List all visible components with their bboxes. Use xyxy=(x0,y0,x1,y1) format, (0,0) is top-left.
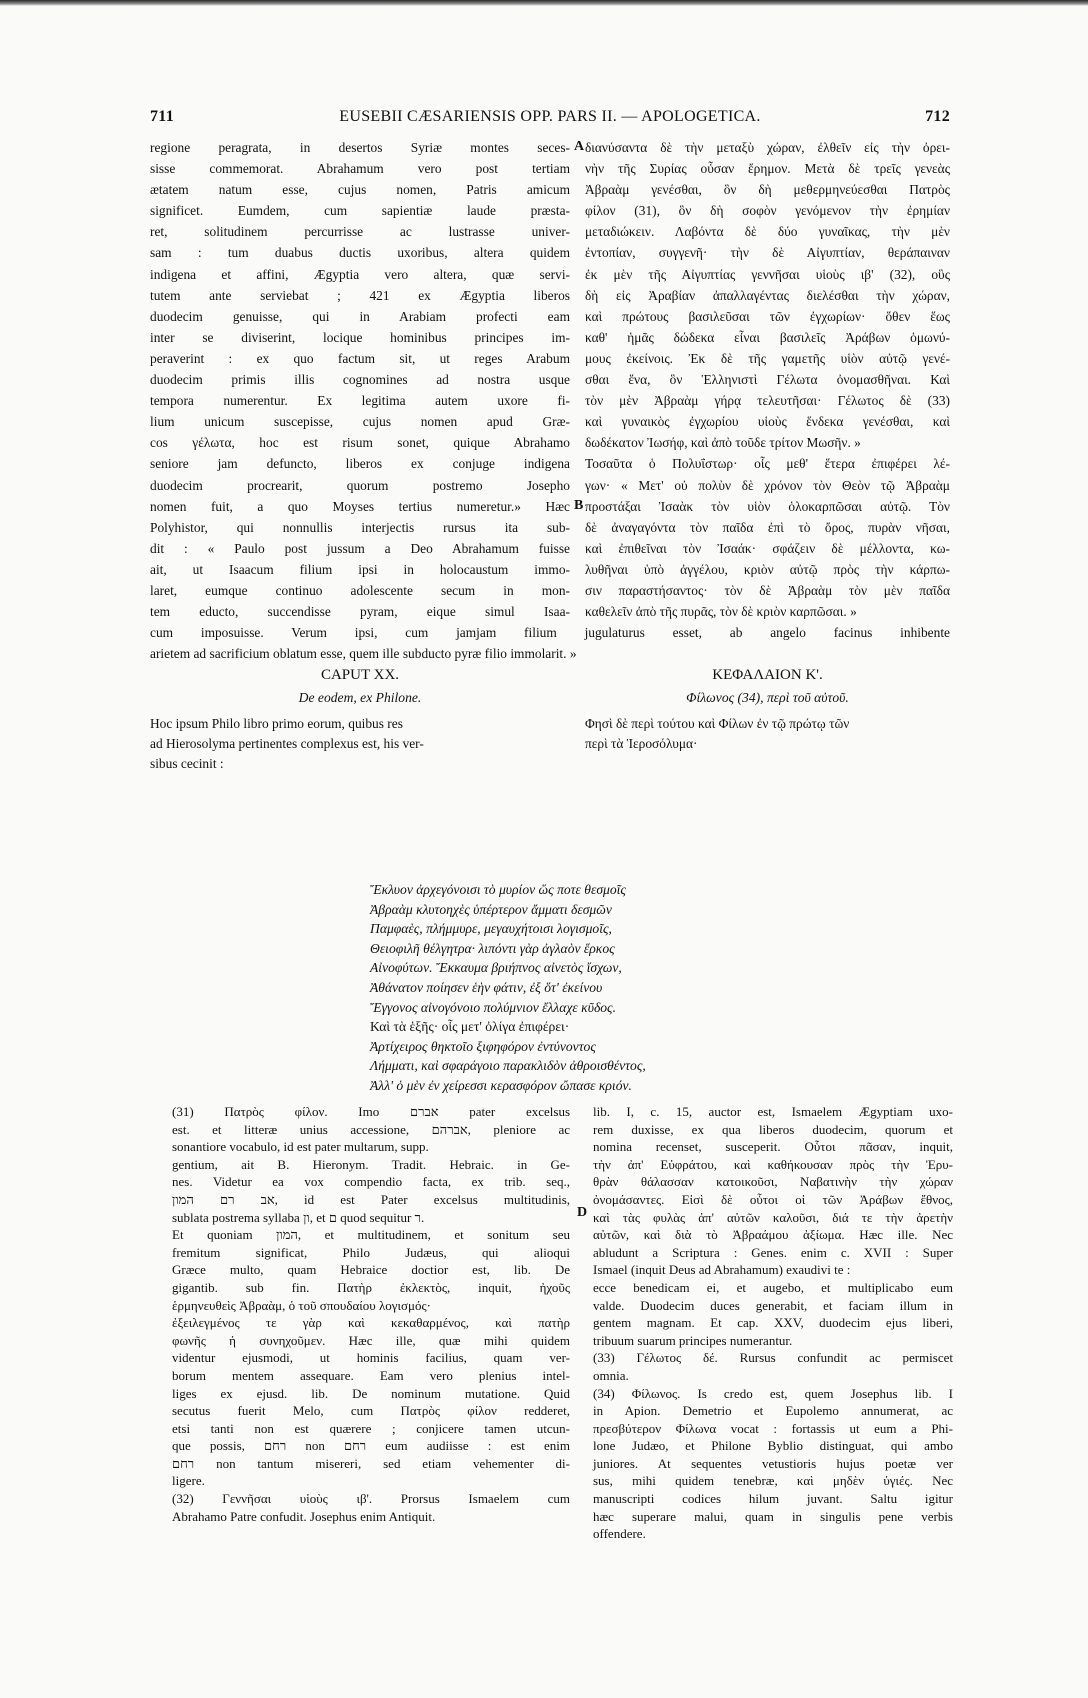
latin-text-line: peraverint : ex quo factum sit, ut reges Arabum xyxy=(150,350,570,366)
latin-spanning-text xyxy=(150,622,950,664)
intro-line: Hoc ipsum Philo libro primo eorum, quibus res xyxy=(150,716,403,731)
latin-text-line: laret, eumque continuo adolescente secum in mon- xyxy=(150,582,570,598)
column-marker-d: D xyxy=(577,1205,588,1220)
footnote-line: sus, mihi quidem tenebræ, καὶ μηδὲν ὑγιές. Nec xyxy=(593,1473,953,1489)
running-header xyxy=(150,108,950,130)
verse-line: Θειοφιλῆ θέλγητρα· λιπόντι γὰρ ἀγλαὸν ἕρκος xyxy=(370,940,615,956)
verse-line: Ἀλλ' ὁ μὲν ἐν χείρεσσι κερασφόρον ὤπασε κριόν. xyxy=(370,1077,632,1093)
footnote-line: Et quoniam המון, et multitudinem, et sonitum seu xyxy=(172,1227,571,1243)
greek-text-line: καθ' ἡμᾶς δώδεκα εἶναι βασιλεῖς Ἀράβων ὁμωνύ- xyxy=(585,329,950,345)
latin-text-line: duodecim primis illis cognomines ad nostra usque xyxy=(150,372,570,388)
footnote-line: gigantib. sub fin. Πατὴρ ἐκλεκτὸς, inquit, ἠχοῦς xyxy=(172,1279,570,1295)
footnote-line: אב רם המון, id est Pater excelsus multitudinis, xyxy=(172,1191,570,1207)
footnote-line: valde. Duodecim duces generabit, et faciam illum in xyxy=(593,1297,953,1313)
footnote-line: in Apion. Demetrio et Eupolemo annumerat, ac xyxy=(593,1403,953,1419)
footnote-line: manuscripti codices hilum juvant. Saltu igitur xyxy=(593,1491,953,1507)
latin-text-line: arietem ad sacrificium oblatum esse, quem ille subducto pyræ filio immolarit. » xyxy=(150,646,577,661)
intro-line: Φησὶ δὲ περὶ τούτου καὶ Φίλων ἐν τῷ πρώτῳ τῶν xyxy=(585,716,850,731)
chapter-subtitle-greek: Φίλωνος (34), περὶ τοῦ αὐτοῦ. xyxy=(686,690,849,705)
verse-line: Ἀθάνατον ποίησεν ἑὴν φάτιν, ἐξ ὅτ' ἐκείνου xyxy=(370,979,603,995)
column-marker-b: B xyxy=(574,498,584,513)
footnote-line: ὀνομάσαντες. Εἰσὶ δὲ οὗτοι οἱ τῶν Ἀράβων ἔθνος, xyxy=(593,1191,953,1207)
scan-edge xyxy=(0,0,1088,6)
footnote-line: lone Judæo, et Philone Byblio distinguat, qui ambo xyxy=(593,1438,953,1454)
greek-text-line: μεταδιώκειν. Λαβόντα δὲ δύο γυναῖκας, τὴν μὲν xyxy=(585,224,950,240)
greek-text-line: καὶ πρώτους βασιλεῦσαι τῶν ἐγχωρίων· ὅθεν ἕως xyxy=(585,308,950,324)
footnote-line: sublata postrema syllaba ון, et ם quod sequitur ר. xyxy=(172,1209,425,1225)
footnote-line: gentium, ait B. Hieronym. Tradit. Hebraic. in Ge- xyxy=(172,1156,570,1172)
intro-line: ad Hierosolyma pertinentes complexus est, his ver- xyxy=(150,736,424,751)
latin-text-line: ætatem natum esse, cujus nomen, Patris amicum xyxy=(150,182,570,198)
greek-text-line: τὸν μὲν Ἀβραὰμ γήρᾳ τελευτῆσαι· Γέλωτος δὲ (33) xyxy=(585,393,950,409)
verse-line: Ἔγγονος αἰνογόνοιο πολύμνιον ἔλλαχε κῦδος. xyxy=(370,999,616,1015)
verse-line: Ἀβραὰμ κλυτοηχὲς ὑπέρτερον ἄμματι δεσμῶν xyxy=(370,901,612,917)
footnotes-right-column xyxy=(593,1103,953,1543)
greek-text-line: σθαι ἕνα, ὃν Ἑλληνιστὶ Γέλωτα ὀνομασθῆναι. Καὶ xyxy=(585,372,950,388)
greek-text-line: λυθῆναι ὑπὸ ἀγγέλου, κριὸν αὐτῷ πρὸς τὴν κάρπω- xyxy=(585,561,950,577)
greek-text-column xyxy=(585,137,950,622)
greek-text-line: καὶ γυναικὸς ἐγχωρίου υἱοὺς ἕνδεκα γενέσθαι, καὶ xyxy=(585,414,950,430)
footnote-line: (33) Γέλωτος δέ. Rursus confundit ac permiscet xyxy=(593,1350,953,1366)
footnote-line: πρεσβύτερον Φίλωνα vocat : fortassis ut eum a Phi- xyxy=(593,1420,953,1436)
latin-text-line: inter se diviserint, locique hominibus principes im- xyxy=(150,329,570,345)
footnote-line: est. et litteræ unius accessione, אברהם, pleniore ac xyxy=(172,1121,570,1137)
greek-text-line: προστάξαι Ἰσαὰκ τὸν υἱὸν ὁλοκαρπῶσαι αὐτῷ. Τὸν xyxy=(585,498,950,514)
footnote-line: (34) Φίλωνος. Is credo est, quem Josephus lib. I xyxy=(593,1385,953,1401)
latin-text-line: duodecim genuisse, qui in Arabiam profecti eam xyxy=(150,308,570,324)
latin-text-line: Polyhistor, qui nonnullis interjectis rursus ita sub- xyxy=(150,519,570,535)
footnote-line: fremitum significat, Philo Judæus, qui alioqui xyxy=(172,1244,570,1260)
latin-text-line: sisse commemorat. Abrahamum vero post tertiam xyxy=(150,161,570,177)
footnote-line: offendere. xyxy=(593,1526,646,1542)
greek-text-line: μους ἐκείνοις. Ἐκ δὲ τῆς γαμετῆς υἱὸν αὐτῷ γενέ- xyxy=(585,350,950,366)
footnote-line: abludunt a Scriptura : Genes. enim c. XVII : Super xyxy=(593,1244,953,1260)
greek-text-line: διανύσαντα δὲ τὴν μεταξὺ χώραν, ἐλθεῖν εἰς τὴν ὀρει- xyxy=(585,140,950,155)
footnote-line: videntur ejusmodi, ut hominis facilius, quam ver- xyxy=(172,1350,570,1366)
latin-text-line: regione peragrata, in desertos Syriæ montes seces- xyxy=(150,140,570,155)
latin-text-line: cos γέλωτα, hoc est risum sonet, quique Abrahamo xyxy=(150,435,570,451)
footnote-line: καὶ τὰς φυλὰς ἀπ' αὐτῶν καλοῦσι, διά τε τὴν ἀρετὴν xyxy=(593,1209,953,1225)
footnote-line: φωνῆς ἡ συνηχοῦμεν. Hæc ille, quæ mihi quidem xyxy=(172,1332,570,1348)
latin-text-line: tem educto, succendisse pyram, eique simul Isaa- xyxy=(150,604,570,620)
intro-line: sibus cecinit : xyxy=(150,756,224,771)
latin-text-line: dit : « Paulo post jussum a Deo Abrahamum fuisse xyxy=(150,540,570,556)
footnote-line: liges ex ejusd. lib. De nominum mutatione. Quid xyxy=(172,1385,570,1401)
footnote-line: juniores. At sequentes vetustioris hujus poetæ ver xyxy=(593,1455,953,1471)
footnote-line: Abrahamo Patre confudit. Josephus enim Antiquit. xyxy=(172,1508,436,1524)
latin-text-line: cum imposuisse. Verum ipsi, cum jamjam filium jugulaturus esset, ab angelo facinus inhibente xyxy=(150,625,950,640)
chapter-intro-greek xyxy=(585,714,950,754)
verse-line: Παμφαὲς, πλήμμυρε, μεγαυχήτοισι λογισμοῖς, xyxy=(370,921,612,937)
latin-text-line: tutem ante serviebat ; 421 ex Ægyptia liberos xyxy=(150,287,570,303)
verse-connector: Καὶ τὰ ἑξῆς· οἷς μετ' ὀλίγα ἐπιφέρει· xyxy=(370,1019,570,1035)
footnote-line: ligere. xyxy=(172,1473,205,1489)
latin-text-line: tempora numerentur. Ex legitima autem uxore fi- xyxy=(150,393,570,409)
footnote-line: ecce benedicam ei, et augebo, et multiplicabo eum xyxy=(593,1279,953,1295)
footnote-line: que possis, רחם non רחם eum audiisse : est enim xyxy=(172,1438,571,1454)
latin-text-line: sam : tum duabus ductis uxoribus, altera quidem xyxy=(150,245,570,261)
footnote-line: (32) Γεννῆσαι υἱοὺς ιβ'. Prorsus Ismaelem cum xyxy=(172,1491,570,1507)
verse-line: Ἔκλυον ἀρχεγόνοισι τὸ μυρίον ὥς ποτε θεσμοῖς xyxy=(370,882,626,897)
page-number-right: 712 xyxy=(925,108,950,125)
intro-line: περὶ τὰ Ἱεροσόλυμα· xyxy=(585,736,698,751)
verse-line: Αἰνοφύτων. Ἔκκαυμα βριήπνος αἰνετὸς ἴσχων, xyxy=(370,960,622,976)
greek-text-line: καὶ ἐπιθεῖναι τὸν Ἰσαάκ· σφάζειν δὲ μέλλοντα, κω- xyxy=(585,540,950,556)
footnote-line: Ismael (inquit Deus ad Abrahamum) exaudivi te : xyxy=(593,1262,851,1278)
chapter-title-latin: CAPUT XX. xyxy=(320,667,400,683)
greek-text-line: νὴν τῆς Συρίας οὖσαν ἔρημον. Μετὰ δὲ τρεῖς γενεὰς xyxy=(585,161,950,177)
footnote-line: etsi tanti non est quærere ; conjicere tamen utcun- xyxy=(172,1420,570,1436)
verse-line: Ἀρτίχειρος θηκτοῖο ξιφηφόρον ἐντύνοντος xyxy=(370,1038,596,1054)
latin-text-line: lium unicum suscepisse, cujus nomen apud Græ- xyxy=(150,414,570,430)
running-title: EUSEBII CÆSARIENSIS OPP. PARS II. — APOLOGETICA. xyxy=(339,108,761,125)
footnote-line: Græce multo, quam Hebraice doctior est, lib. De xyxy=(172,1262,570,1278)
footnote-line: rem duxisse, ex qua liberos duodecim, quorum et xyxy=(593,1121,953,1137)
latin-text-line: duodecim procrearit, quorum postremo Josepho xyxy=(150,477,570,493)
footnote-line: (31) Πατρὸς φίλον. Imo אברם pater excelsus xyxy=(172,1104,571,1119)
greek-text-line: δὲ ἀναγαγόντα τὸν παῖδα ἐπὶ τὸ ὄρος, πυρὰν νῆσαι, xyxy=(585,519,950,535)
footnote-line: θρὰν θάλασσαν κατοικοῦσι, Ναβατινὴν τὴν χώραν xyxy=(593,1174,953,1190)
greek-text-line: ἐντοπίαν, συγγενῆ· τὴν δὲ Αἰγυπτίαν, θεράπαιναν xyxy=(585,245,950,261)
chapter-subtitle-latin: De eodem, ex Philone. xyxy=(298,690,422,705)
latin-text-column xyxy=(150,137,570,622)
latin-text-line: indigena et affini, Ægyptia vero altera, quæ servi- xyxy=(150,266,570,282)
column-marker-a: A xyxy=(574,139,585,154)
verse-line: Λήμματι, καὶ σφαράγοιο παρακλιδὸν ἀθροισθέντος, xyxy=(370,1058,646,1074)
footnote-line: nes. Videtur ea vox compendio facta, ex trib. seq., xyxy=(172,1174,570,1190)
latin-text-line: seniore jam defuncto, liberos ex conjuge indigena xyxy=(150,456,570,472)
footnote-line: τὴν ἀπ' Εὐφράτου, καὶ καθήκουσαν πρὸς τὴν Ἐρυ- xyxy=(593,1156,953,1172)
footnote-line: sonantiore vocabulo, id est pater multarum, supp. xyxy=(172,1139,429,1155)
footnote-line: borum mentem assequare. Eam vero plenius intel- xyxy=(172,1367,570,1383)
chapter-intro-latin xyxy=(150,714,570,774)
greek-text-line: καθελεῖν ἀπὸ τῆς πυρᾶς, τὸν δὲ κριὸν καρπῶσαι. » xyxy=(585,604,857,620)
greek-text-line: Τοσαῦτα ὁ Πολυΐστωρ· οἷς μεθ' ἕτερα ἐπιφέρει λέ- xyxy=(585,456,950,472)
latin-text-line: nomen fuit, a quo Moyses tertius numeretur.» Hæc xyxy=(150,498,570,514)
greek-text-line: δὴ εἰς Ἀραβίαν ἀπαλλαγέντας διελέσθαι τὴν χώραν, xyxy=(585,287,950,303)
greek-text-line: δωδέκατον Ἰωσήφ, καὶ ἀπὸ τοῦδε τρίτον Μωσῆν. » xyxy=(585,435,861,451)
latin-text-line: ait, ut Isaacum filium ipsi in holocaustum immo- xyxy=(150,561,570,577)
footnote-line: ἐξειλεγμένος τε γὰρ καὶ κεκαθαρμένος, καὶ πατὴρ xyxy=(172,1315,570,1331)
greek-text-line: γων· « Μετ' οὐ πολὺν δὲ χρόνον τὸν Θεὸν τῷ Ἀβραὰμ xyxy=(585,477,950,493)
footnotes-left-column xyxy=(172,1103,570,1525)
footnote-line: hæc superare malui, quam in singulis pene verbis xyxy=(593,1508,953,1524)
greek-text-line: σιν παραστήσαντος· τὸν δὲ Ἀβραὰμ τὸν μὲν παῖδα xyxy=(585,582,950,598)
greek-text-line: Ἀβραὰμ γενέσθαι, ὃν δὴ μεθερμηνεύεσθαι Πατρὸς xyxy=(585,182,950,198)
footnote-line: ἑρμηνευθεὶς Ἀβραὰμ, ὁ τοῦ σπουδαίου λογισμός· xyxy=(172,1297,431,1313)
footnote-line: tribuum suarum principes numerantur. xyxy=(593,1332,793,1348)
footnote-line: lib. I, c. 15, auctor est, Ismaelem Ægyptiam uxo- xyxy=(593,1104,953,1119)
greek-text-line: φίλον (31), ὃν δὴ σοφὸν γενόμενον τὴν ἐρημίαν xyxy=(585,203,950,219)
footnote-line: omnia. xyxy=(593,1367,629,1383)
page-number-left: 711 xyxy=(150,108,175,125)
chapter-title-greek: ΚΕΦΑΛΑΙΟΝ Κ'. xyxy=(712,667,823,683)
footnote-line: רחם non tantum misereri, sed etiam vehementer di- xyxy=(172,1455,570,1471)
latin-text-line: ret, solitudinem percurrisse ac lustrasse univer- xyxy=(150,224,570,240)
latin-text-line: significet. Eumdem, cum sapientiæ laude præsta- xyxy=(150,203,570,219)
footnote-line: nomina recenset, susceperit. Οὗτοι πᾶσαν, inquit, xyxy=(593,1139,953,1155)
footnote-line: gentem magnam. Et cap. XXV, duodecim ejus liberi, xyxy=(593,1315,953,1331)
philo-verses xyxy=(370,880,840,1096)
greek-text-line: ἐκ μὲν τῆς Αἰγυπτίας γεννῆσαι υἱοὺς ιβ' (32), οὓς xyxy=(585,266,950,282)
footnote-line: secutus fuerit Melo, cum Πατρὸς φίλον redderet, xyxy=(172,1403,570,1419)
footnote-line: αὐτῶν, καὶ διὰ τὸ Ἀβραάμου ἀξίωμα. Hæc ille. Nec xyxy=(593,1227,953,1243)
